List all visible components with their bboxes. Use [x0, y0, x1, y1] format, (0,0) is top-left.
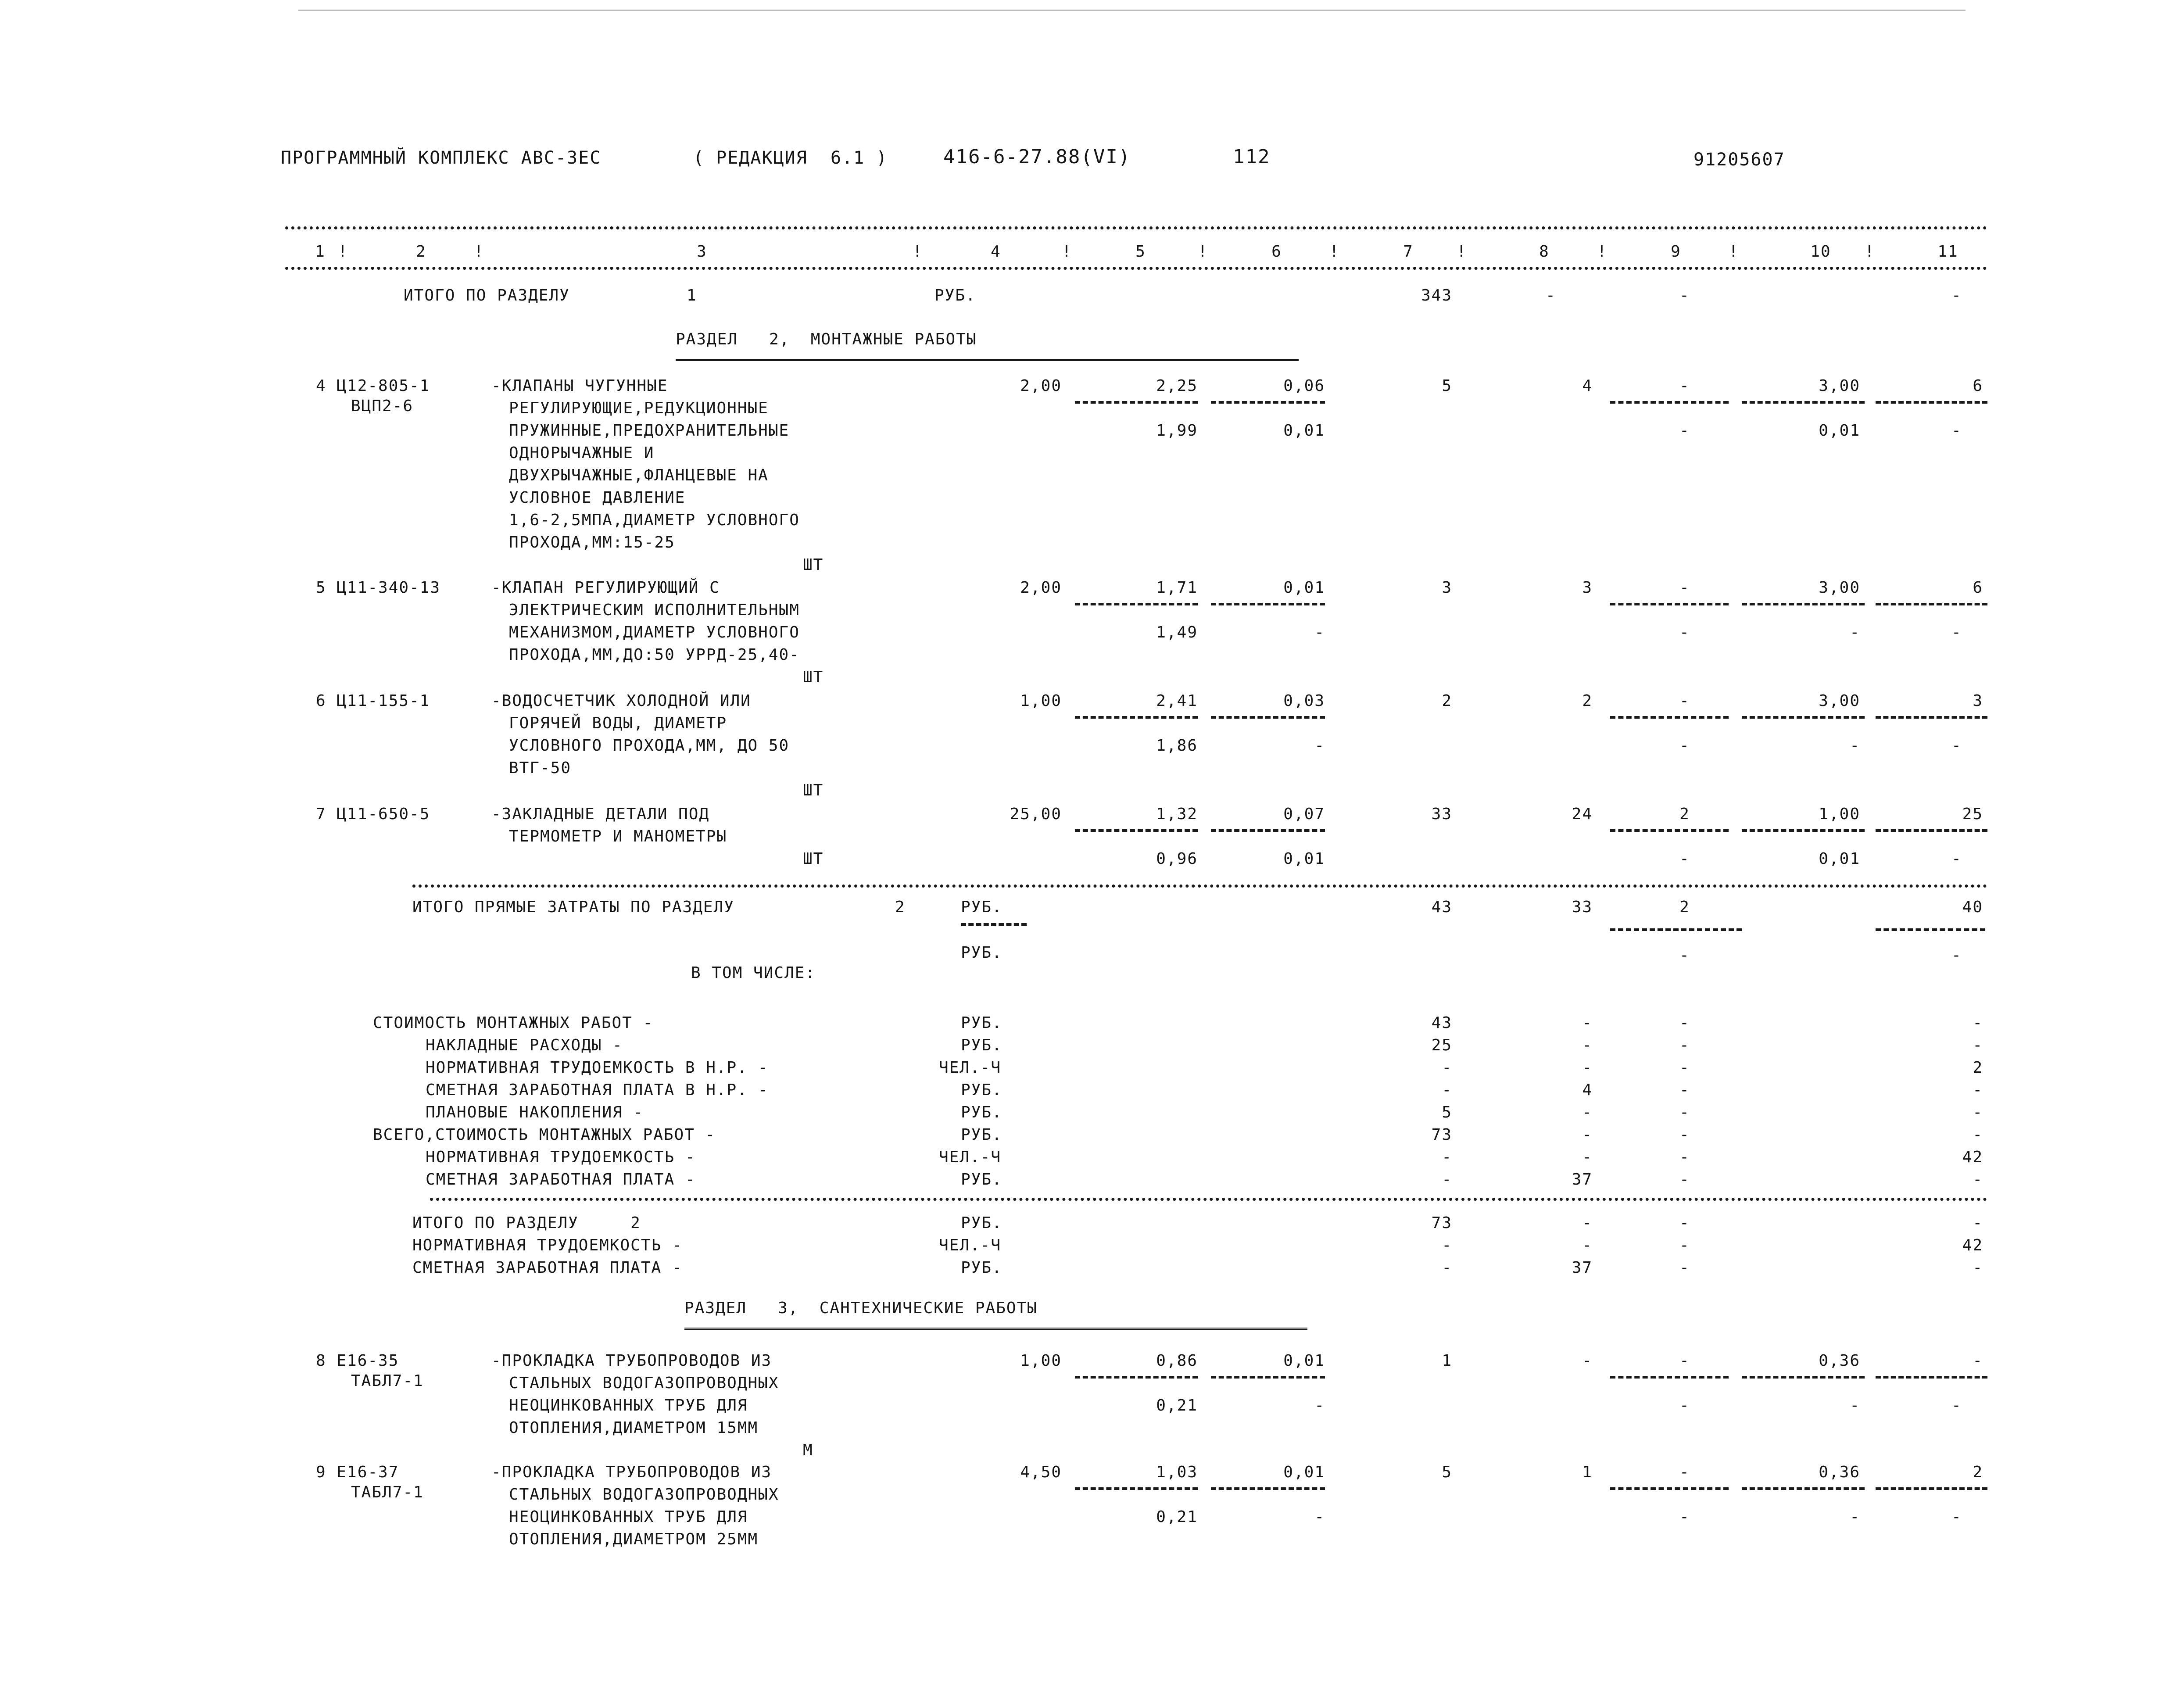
estimate-item-c6-wage: - — [1314, 737, 1325, 755]
estimate-item-c11-total: 6 — [1973, 377, 1983, 395]
section2-total-row-label: СМЕТНАЯ ЗАРАБОТНАЯ ПЛАТА - — [412, 1259, 683, 1277]
section1-total-num: 1 — [687, 286, 697, 304]
estimate-item-c6-wage: 0,01 — [1283, 422, 1325, 440]
column-number-11: 11 — [1937, 243, 1958, 261]
estimate-item-c6-underline — [1211, 829, 1325, 832]
estimate-item-c5-total: 1,32 — [1156, 805, 1198, 823]
section3-title-underline — [684, 1328, 1307, 1330]
estimate-item-c6-wage: 0,01 — [1283, 850, 1325, 868]
direct-total-num: 2 — [895, 898, 906, 916]
breakdown-row-c8: - — [1582, 1014, 1593, 1032]
estimate-item-c11-wage: - — [1951, 422, 1962, 440]
estimate-item-sec3-c9-wage: - — [1679, 1397, 1690, 1414]
estimate-item-c11-total: 25 — [1962, 805, 1983, 823]
breakdown-row-c11: - — [1973, 1126, 1983, 1144]
column-number-4: 4 — [991, 243, 1001, 261]
estimate-item-desc-line: РЕГУЛИРУЮЩИЕ,РЕДУКЦИОННЫЕ — [509, 399, 769, 417]
estimate-item-desc-line: ДВУХРЫЧАЖНЫЕ,ФЛАНЦЕВЫЕ НА — [509, 466, 769, 484]
estimate-item-sec3-c5-total: 0,86 — [1156, 1352, 1198, 1370]
column-separator-2: ! — [474, 243, 484, 261]
direct-total-c11b: - — [1951, 946, 1962, 964]
column-separator-3: ! — [913, 243, 923, 261]
estimate-item-c10-total: 3,00 — [1819, 377, 1860, 395]
breakdown-row-c7: 25 — [1431, 1036, 1452, 1054]
column-number-5: 5 — [1135, 243, 1146, 261]
estimate-item-sec3-c11-total: 2 — [1973, 1463, 1983, 1481]
section1-total-c9: - — [1679, 286, 1690, 304]
estimate-item-sec3-qty: 1,00 — [1020, 1352, 1062, 1370]
estimate-item-c11-underline — [1876, 401, 1987, 404]
section2-total-row-c11: - — [1973, 1214, 1983, 1232]
estimate-item-sec3-c7: 1 — [1442, 1352, 1452, 1370]
breakdown-row-c7: - — [1442, 1081, 1452, 1099]
breakdown-row-label: СТОИМОСТЬ МОНТАЖНЫХ РАБОТ - — [373, 1014, 654, 1032]
doc-code: 416-6-27.88(VI) — [943, 146, 1131, 168]
estimate-item-c5-total: 2,25 — [1156, 377, 1198, 395]
breakdown-row-unit: РУБ. — [961, 1171, 1002, 1189]
estimate-item-c5-total: 1,71 — [1156, 579, 1198, 597]
breakdown-row-label: СМЕТНАЯ ЗАРАБОТНАЯ ПЛАТА - — [426, 1171, 696, 1189]
estimate-item-c11-underline — [1876, 716, 1987, 719]
direct-total-c9b: - — [1679, 946, 1690, 964]
estimate-item-desc-line: ОДНОРЫЧАЖНЫЕ И — [509, 444, 655, 462]
estimate-item-c6-total: 0,01 — [1283, 579, 1325, 597]
breakdown-row-unit: РУБ. — [961, 1081, 1002, 1099]
estimate-item-sec3-c9: - — [1679, 1352, 1690, 1370]
estimate-item-c11-wage: - — [1951, 623, 1962, 641]
estimate-item-c9: - — [1679, 692, 1690, 710]
estimate-item-sec3-desc-line: -ПРОКЛАДКА ТРУБОПРОВОДОВ ИЗ — [491, 1352, 772, 1370]
estimate-item-sec3-ref: ТАБЛ7-1 — [351, 1372, 424, 1390]
estimate-item-code: 7 Ц11-650-5 — [316, 805, 430, 823]
estimate-item-sec3-desc-line: НЕОЦИНКОВАННЫХ ТРУБ ДЛЯ — [509, 1397, 748, 1414]
breakdown-row-c8: - — [1582, 1148, 1593, 1166]
page-number: 112 — [1233, 146, 1271, 168]
estimate-item-sec3-c7: 5 — [1442, 1463, 1452, 1481]
estimate-item-sec3-c10-wage: - — [1850, 1508, 1860, 1526]
breakdown-row-c11: - — [1973, 1036, 1983, 1054]
estimate-item-desc-line: ЭЛЕКТРИЧЕСКИМ ИСПОЛНИТЕЛЬНЫМ — [509, 601, 800, 619]
estimate-item-sec3-c6-total: 0,01 — [1283, 1352, 1325, 1370]
estimate-item-c6-underline — [1211, 603, 1325, 605]
estimate-item-c10-wage: - — [1850, 623, 1860, 641]
estimate-item-c5-wage: 0,96 — [1156, 850, 1198, 868]
estimate-item-sec3-c6-wage: - — [1314, 1397, 1325, 1414]
estimate-item-c6-total: 0,06 — [1283, 377, 1325, 395]
estimate-item-c10-underline — [1742, 603, 1865, 605]
estimate-item-qty: 2,00 — [1020, 377, 1062, 395]
estimate-item-c10-underline — [1742, 829, 1865, 832]
estimate-item-sec3-c11-wage: - — [1951, 1397, 1962, 1414]
breakdown-row-c11: - — [1973, 1103, 1983, 1121]
estimate-item-desc-line: -ЗАКЛАДНЫЕ ДЕТАЛИ ПОД — [491, 805, 710, 823]
section2-total-row-c7: - — [1442, 1236, 1452, 1254]
breakdown-row-label: НОРМАТИВНАЯ ТРУДОЕМКОСТЬ - — [426, 1148, 696, 1166]
column-number-2: 2 — [416, 243, 426, 261]
estimate-item-sec3-c5-underline — [1075, 1487, 1198, 1490]
estimate-item-c5-wage: 1,99 — [1156, 422, 1198, 440]
estimate-item-sec3-code: 9 Е16-37 — [316, 1463, 399, 1481]
section1-total-unit: РУБ. — [934, 286, 976, 304]
estimate-item-c10-underline — [1742, 401, 1865, 404]
direct-total-unit2: РУБ. — [961, 944, 1002, 962]
column-number-10: 10 — [1810, 243, 1831, 261]
estimate-item-c10-total: 3,00 — [1819, 692, 1860, 710]
breakdown-row-c7: - — [1442, 1171, 1452, 1189]
breakdown-row-c7: - — [1442, 1059, 1452, 1077]
estimate-item-sec3-c6-wage: - — [1314, 1508, 1325, 1526]
direct-total-underline — [961, 923, 1027, 926]
estimate-item-c11-underline — [1876, 603, 1987, 605]
estimate-item-c10-wage: - — [1850, 737, 1860, 755]
estimate-item-desc-line: ПРУЖИННЫЕ,ПРЕДОХРАНИТЕЛЬНЫЕ — [509, 422, 790, 440]
rule-before-direct-total — [412, 884, 1987, 888]
section2-total-row-unit: ЧЕЛ.-Ч — [939, 1236, 1002, 1254]
estimate-item-c7: 5 — [1442, 377, 1452, 395]
column-separator-1: ! — [338, 243, 348, 261]
section2-total-row-label: НОРМАТИВНАЯ ТРУДОЕМКОСТЬ - — [412, 1236, 683, 1254]
estimate-item-c5-underline — [1075, 829, 1198, 832]
rule-before-section2-total — [430, 1198, 1987, 1201]
estimate-item-sec3-c6-underline — [1211, 1376, 1325, 1379]
breakdown-row-unit: РУБ. — [961, 1014, 1002, 1032]
estimate-item-c9-wage: - — [1679, 737, 1690, 755]
breakdown-row-c11: - — [1973, 1171, 1983, 1189]
estimate-item-sec3-c11-underline — [1876, 1487, 1987, 1490]
estimate-item-sec3-c9-wage: - — [1679, 1508, 1690, 1526]
section2-total-row-c7: 73 — [1431, 1214, 1452, 1232]
estimate-item-c9: - — [1679, 579, 1690, 597]
section2-total-row-c8: - — [1582, 1214, 1593, 1232]
estimate-item-c6-underline — [1211, 401, 1325, 404]
estimate-item-qty: 1,00 — [1020, 692, 1062, 710]
section1-total-label: ИТОГО ПО РАЗДЕЛУ — [404, 286, 570, 304]
breakdown-row-c8: - — [1582, 1036, 1593, 1054]
estimate-item-sec3-c10-wage: - — [1850, 1397, 1860, 1414]
estimate-item-c7: 33 — [1431, 805, 1452, 823]
breakdown-row-label: ВСЕГО,СТОИМОСТЬ МОНТАЖНЫХ РАБОТ - — [373, 1126, 716, 1144]
estimate-item-c10-wage: 0,01 — [1819, 422, 1860, 440]
estimate-item-desc-line: УСЛОВНОЕ ДАВЛЕНИЕ — [509, 489, 686, 507]
estimate-item-unit: ШТ — [803, 668, 824, 686]
breakdown-row-c9: - — [1679, 1103, 1690, 1121]
breakdown-row-unit: РУБ. — [961, 1126, 1002, 1144]
estimate-item-code: 5 Ц11-340-13 — [316, 579, 441, 597]
estimate-item-desc-line: 1,6-2,5МПА,ДИАМЕТР УСЛОВНОГО — [509, 511, 800, 529]
estimate-item-c8: 3 — [1582, 579, 1593, 597]
estimate-item-desc-line: ПРОХОДА,ММ:15-25 — [509, 534, 675, 551]
scan-top-line — [298, 10, 1966, 11]
column-separator-10: ! — [1865, 243, 1875, 261]
estimate-item-c5-wage: 1,49 — [1156, 623, 1198, 641]
estimate-item-sec3-c6-underline — [1211, 1487, 1325, 1490]
section2-total-row-c9: - — [1679, 1236, 1690, 1254]
estimate-item-sec3-ref: ТАБЛ7-1 — [351, 1483, 424, 1501]
estimate-item-c11-wage: - — [1951, 850, 1962, 868]
direct-total-label: ИТОГО ПРЯМЫЕ ЗАТРАТЫ ПО РАЗДЕЛУ — [412, 898, 734, 916]
estimate-item-sec3-c10-underline — [1742, 1487, 1865, 1490]
direct-total-c7: 43 — [1431, 898, 1452, 916]
including-label: В ТОМ ЧИСЛЕ: — [691, 964, 816, 982]
column-number-1: 1 — [315, 243, 326, 261]
estimate-item-c9-wage: - — [1679, 850, 1690, 868]
estimate-item-sec3-desc-line: ОТОПЛЕНИЯ,ДИАМЕТРОМ 25ММ — [509, 1530, 759, 1548]
estimate-item-sec3-c10-total: 0,36 — [1819, 1352, 1860, 1370]
estimate-item-c11-wage: - — [1951, 737, 1962, 755]
section2-total-row-c8: - — [1582, 1236, 1593, 1254]
direct-total-c9: 2 — [1679, 898, 1690, 916]
estimate-item-c6-total: 0,07 — [1283, 805, 1325, 823]
estimate-item-desc-line: ПРОХОДА,ММ,ДО:50 УРРД-25,40- — [509, 646, 800, 664]
breakdown-row-label: НОРМАТИВНАЯ ТРУДОЕМКОСТЬ В Н.Р. - — [426, 1059, 769, 1077]
breakdown-row-c11: 2 — [1973, 1059, 1983, 1077]
estimate-item-c5-underline — [1075, 716, 1198, 719]
section2-title-underline — [676, 359, 1299, 361]
column-number-6: 6 — [1271, 243, 1282, 261]
estimate-item-c11-underline — [1876, 829, 1987, 832]
column-separator-7: ! — [1457, 243, 1467, 261]
estimate-item-c5-total: 2,41 — [1156, 692, 1198, 710]
estimate-item-sec3-c10-total: 0,36 — [1819, 1463, 1860, 1481]
estimate-item-c7: 3 — [1442, 579, 1452, 597]
estimate-item-c9-underline — [1610, 829, 1729, 832]
direct-total-c11: 40 — [1962, 898, 1983, 916]
estimate-item-sec3-desc-line: НЕОЦИНКОВАННЫХ ТРУБ ДЛЯ — [509, 1508, 748, 1526]
estimate-item-ref: ВЦП2-6 — [351, 397, 414, 415]
breakdown-row-label: СМЕТНАЯ ЗАРАБОТНАЯ ПЛАТА В Н.Р. - — [426, 1081, 769, 1099]
column-number-3: 3 — [697, 243, 707, 261]
column-separator-9: ! — [1729, 243, 1739, 261]
estimate-item-c9: - — [1679, 377, 1690, 395]
breakdown-row-unit: ЧЕЛ.-Ч — [939, 1148, 1002, 1166]
section2-total-row-c9: - — [1679, 1214, 1690, 1232]
breakdown-row-c8: 4 — [1582, 1081, 1593, 1099]
estimate-item-sec3-c5-wage: 0,21 — [1156, 1508, 1198, 1526]
estimate-item-c6-underline — [1211, 716, 1325, 719]
estimate-item-c9-underline — [1610, 716, 1729, 719]
estimate-item-c11-total: 3 — [1973, 692, 1983, 710]
estimate-item-qty: 25,00 — [1010, 805, 1062, 823]
estimate-item-desc-line: -ВОДОСЧЕТЧИК ХОЛОДНОЙ ИЛИ — [491, 692, 751, 710]
breakdown-row-label: НАКЛАДНЫЕ РАСХОДЫ - — [426, 1036, 623, 1054]
direct-total-c11-underline — [1876, 928, 1985, 931]
direct-total-unit: РУБ. — [961, 898, 1002, 916]
section1-total-c7: 343 — [1421, 286, 1452, 304]
column-separator-6: ! — [1329, 243, 1340, 261]
estimate-item-code: 4 Ц12-805-1 — [316, 377, 430, 395]
breakdown-row-c9: - — [1679, 1059, 1690, 1077]
estimate-item-c8: 2 — [1582, 692, 1593, 710]
section2-total-row-c9: - — [1679, 1259, 1690, 1277]
breakdown-row-c9: - — [1679, 1081, 1690, 1099]
estimate-item-c9: 2 — [1679, 805, 1690, 823]
column-number-8: 8 — [1539, 243, 1550, 261]
estimate-item-sec3-c5-underline — [1075, 1376, 1198, 1379]
estimate-item-c5-underline — [1075, 603, 1198, 605]
breakdown-row-c11: 42 — [1962, 1148, 1983, 1166]
estimate-item-c9-wage: - — [1679, 623, 1690, 641]
breakdown-row-c9: - — [1679, 1014, 1690, 1032]
column-separator-8: ! — [1597, 243, 1608, 261]
estimate-item-c6-wage: - — [1314, 623, 1325, 641]
breakdown-row-unit: РУБ. — [961, 1036, 1002, 1054]
estimate-item-sec3-unit: М — [803, 1441, 813, 1459]
direct-total-c9-underline — [1610, 928, 1742, 931]
direct-total-c8: 33 — [1572, 898, 1593, 916]
column-separator-4: ! — [1062, 243, 1072, 261]
column-number-7: 7 — [1403, 243, 1414, 261]
section1-total-c11: - — [1951, 286, 1962, 304]
section2-total-row-c11: - — [1973, 1259, 1983, 1277]
section2-total-row-c7: - — [1442, 1259, 1452, 1277]
estimate-item-desc-line: ВТГ-50 — [509, 759, 572, 777]
estimate-item-c9-wage: - — [1679, 422, 1690, 440]
edition: ( РЕДАКЦИЯ 6.1 ) — [693, 148, 888, 168]
doc-id: 91205607 — [1693, 150, 1785, 170]
estimate-item-sec3-c10-underline — [1742, 1376, 1865, 1379]
estimate-item-unit: ШТ — [803, 556, 824, 574]
estimate-item-c8: 4 — [1582, 377, 1593, 395]
estimate-item-sec3-c11-underline — [1876, 1376, 1987, 1379]
breakdown-row-c7: 5 — [1442, 1103, 1452, 1121]
estimate-item-sec3-c5-wage: 0,21 — [1156, 1397, 1198, 1414]
estimate-item-desc-line: -КЛАПАН РЕГУЛИРУЮЩИЙ С — [491, 579, 720, 597]
section1-total-c8: - — [1546, 286, 1556, 304]
breakdown-row-c7: - — [1442, 1148, 1452, 1166]
estimate-item-c5-underline — [1075, 401, 1198, 404]
rule-top — [285, 226, 1987, 229]
estimate-item-c10-total: 1,00 — [1819, 805, 1860, 823]
breakdown-row-c8: 37 — [1572, 1171, 1593, 1189]
breakdown-row-c9: - — [1679, 1126, 1690, 1144]
column-separator-5: ! — [1198, 243, 1208, 261]
breakdown-row-c7: 43 — [1431, 1014, 1452, 1032]
estimate-item-sec3-c9: - — [1679, 1463, 1690, 1481]
estimate-item-desc-line: ТЕРМОМЕТР И МАНОМЕТРЫ — [509, 827, 727, 845]
estimate-item-sec3-c5-total: 1,03 — [1156, 1463, 1198, 1481]
estimate-item-desc-line: -КЛАПАНЫ ЧУГУННЫЕ — [491, 377, 668, 395]
breakdown-row-c11: - — [1973, 1014, 1983, 1032]
estimate-item-c11-total: 6 — [1973, 579, 1983, 597]
estimate-item-sec3-c6-total: 0,01 — [1283, 1463, 1325, 1481]
estimate-item-c7: 2 — [1442, 692, 1452, 710]
estimate-item-c6-total: 0,03 — [1283, 692, 1325, 710]
rule-under-header — [285, 267, 1987, 270]
estimate-item-c9-underline — [1610, 603, 1729, 605]
breakdown-row-c9: - — [1679, 1036, 1690, 1054]
breakdown-row-c9: - — [1679, 1171, 1690, 1189]
breakdown-row-c11: - — [1973, 1081, 1983, 1099]
breakdown-row-unit: ЧЕЛ.-Ч — [939, 1059, 1002, 1077]
breakdown-row-c8: - — [1582, 1126, 1593, 1144]
estimate-item-sec3-desc-line: СТАЛЬНЫХ ВОДОГАЗОПРОВОДНЫХ — [509, 1486, 779, 1504]
estimate-item-c5-wage: 1,86 — [1156, 737, 1198, 755]
estimate-item-c8: 24 — [1572, 805, 1593, 823]
estimate-item-desc-line: УСЛОВНОГО ПРОХОДА,ММ, ДО 50 — [509, 737, 790, 755]
estimate-item-c10-wage: 0,01 — [1819, 850, 1860, 868]
estimate-item-sec3-desc-line: -ПРОКЛАДКА ТРУБОПРОВОДОВ ИЗ — [491, 1463, 772, 1481]
estimate-item-desc-line: ГОРЯЧЕЙ ВОДЫ, ДИАМЕТР — [509, 714, 727, 732]
breakdown-row-c8: - — [1582, 1059, 1593, 1077]
estimate-item-c9-underline — [1610, 401, 1729, 404]
breakdown-row-unit: РУБ. — [961, 1103, 1002, 1121]
column-number-9: 9 — [1671, 243, 1681, 261]
estimate-item-desc-line: МЕХАНИЗМОМ,ДИАМЕТР УСЛОВНОГО — [509, 623, 800, 641]
estimate-item-c10-total: 3,00 — [1819, 579, 1860, 597]
section3-title: РАЗДЕЛ 3, САНТЕХНИЧЕСКИЕ РАБОТЫ — [684, 1299, 1038, 1317]
estimate-item-unit: ШТ — [803, 781, 824, 799]
program-title: ПРОГРАММНЫЙ КОМПЛЕКС АВС-3ЕС — [281, 148, 601, 168]
breakdown-row-c9: - — [1679, 1148, 1690, 1166]
section2-title: РАЗДЕЛ 2, МОНТАЖНЫЕ РАБОТЫ — [676, 330, 977, 348]
estimate-item-sec3-qty: 4,50 — [1020, 1463, 1062, 1481]
breakdown-row-c8: - — [1582, 1103, 1593, 1121]
estimate-item-c10-underline — [1742, 716, 1865, 719]
estimate-item-sec3-code: 8 Е16-35 — [316, 1352, 399, 1370]
estimate-item-sec3-desc-line: СТАЛЬНЫХ ВОДОГАЗОПРОВОДНЫХ — [509, 1374, 779, 1392]
estimate-item-sec3-desc-line: ОТОПЛЕНИЯ,ДИАМЕТРОМ 15ММ — [509, 1419, 759, 1437]
estimate-item-unit: ШТ — [803, 850, 824, 868]
estimate-item-sec3-c9-underline — [1610, 1487, 1729, 1490]
estimate-item-sec3-c8: 1 — [1582, 1463, 1593, 1481]
estimate-item-sec3-c11-wage: - — [1951, 1508, 1962, 1526]
estimate-item-qty: 2,00 — [1020, 579, 1062, 597]
section2-total-row-c8: 37 — [1572, 1259, 1593, 1277]
breakdown-row-c7: 73 — [1431, 1126, 1452, 1144]
estimate-item-sec3-c8: - — [1582, 1352, 1593, 1370]
estimate-item-code: 6 Ц11-155-1 — [316, 692, 430, 710]
section2-total-row-unit: РУБ. — [961, 1214, 1002, 1232]
breakdown-row-label: ПЛАНОВЫЕ НАКОПЛЕНИЯ - — [426, 1103, 644, 1121]
section2-total-row-c11: 42 — [1962, 1236, 1983, 1254]
estimate-item-sec3-c11-total: - — [1973, 1352, 1983, 1370]
estimate-item-sec3-c9-underline — [1610, 1376, 1729, 1379]
section2-total-row-unit: РУБ. — [961, 1259, 1002, 1277]
section2-total-row-label: ИТОГО ПО РАЗДЕЛУ 2 — [412, 1214, 641, 1232]
